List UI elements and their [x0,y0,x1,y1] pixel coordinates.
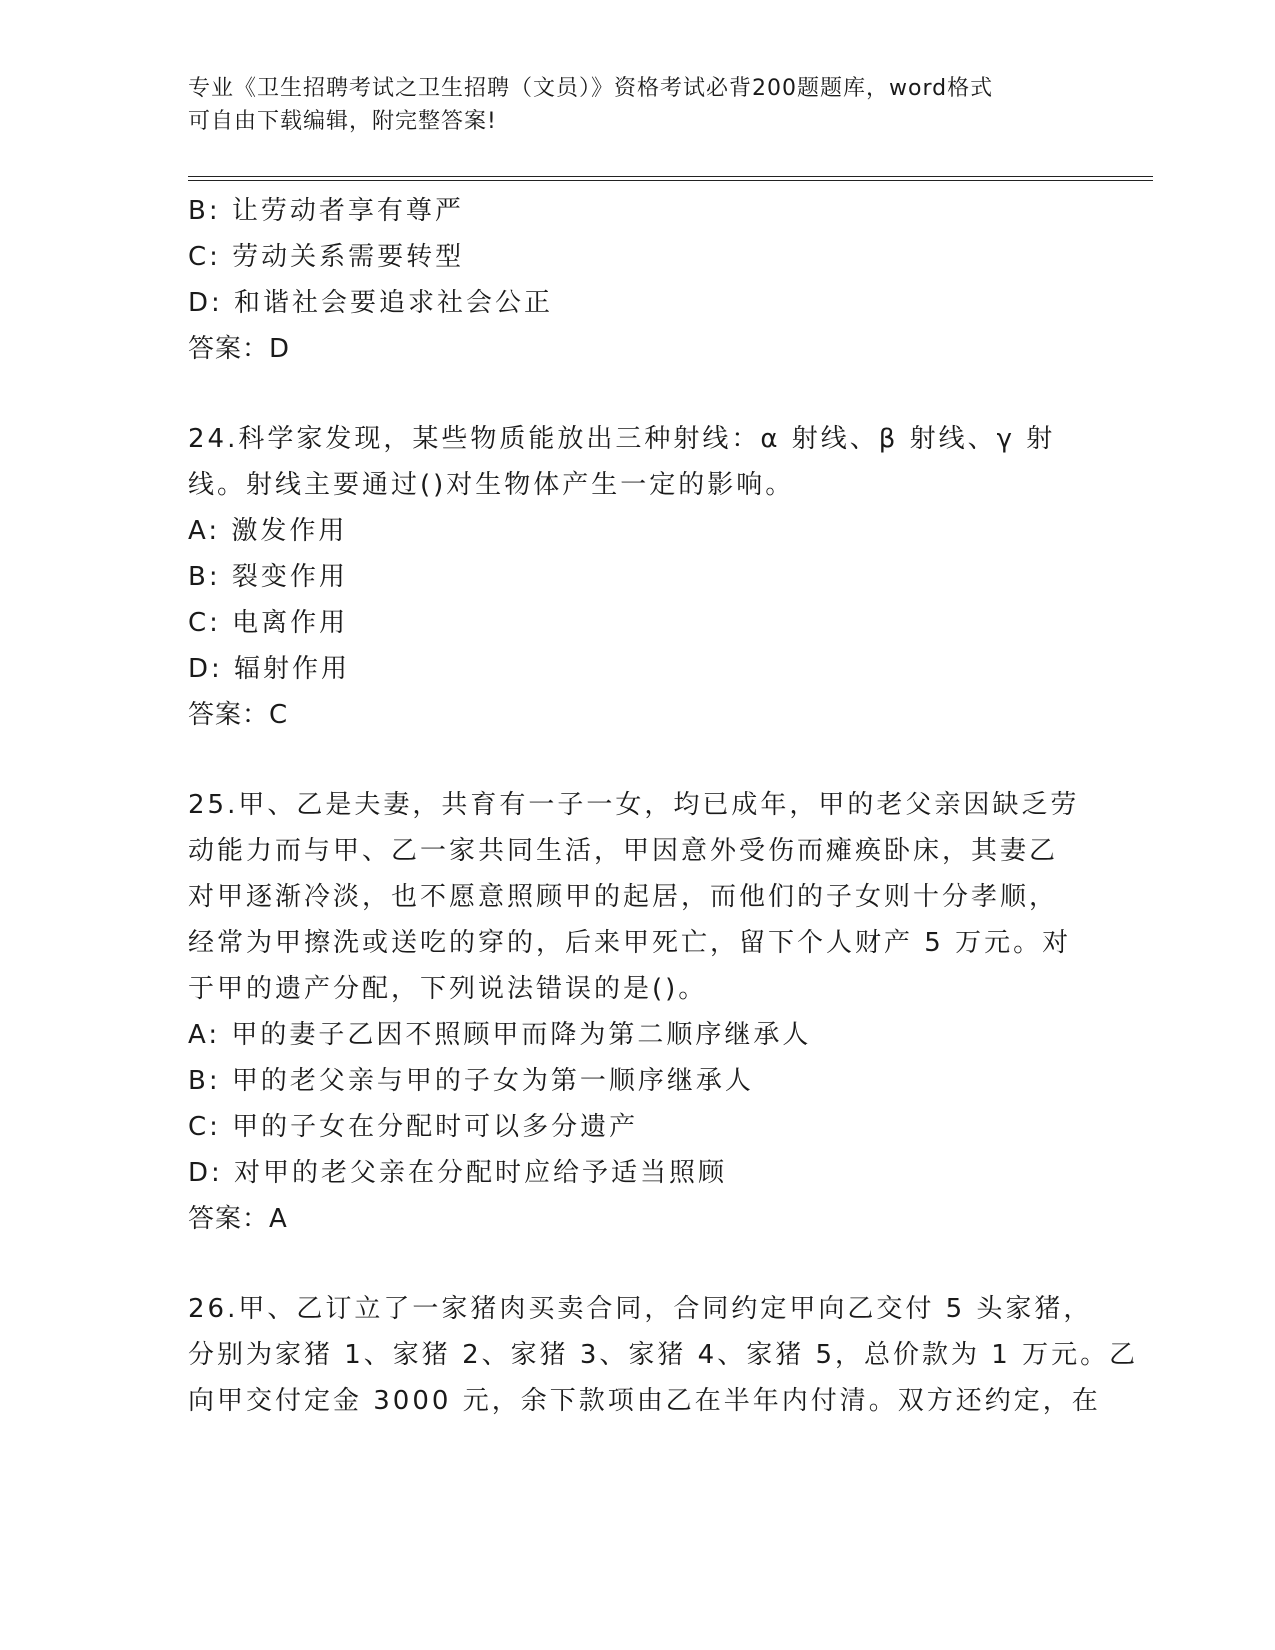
question-stem-line: 25.甲、乙是夫妻，共育有一子一女，均已成年，甲的老父亲因缺乏劳 [188,790,1080,820]
option-c: C: 劳动关系需要转型 [188,242,465,272]
question-list [188,188,1139,1424]
header-line-2: 可自由下载编辑，附完整答案! [188,109,497,134]
option-b: B: 让劳动者享有尊严 [188,196,464,226]
answer: 答案：D [188,334,291,364]
answer: 答案：C [188,700,289,730]
question-spacer [188,1242,1088,1286]
option-b: B: 甲的老父亲与甲的子女为第一顺序继承人 [188,1066,754,1096]
question-stem-line: 动能力而与甲、乙一家共同生活，甲因意外受伤而瘫痪卧床，其妻乙 [188,836,1059,866]
question-stem-line: 24.科学家发现，某些物质能放出三种射线：α 射线、β 射线、γ 射 [188,424,1056,454]
option-b: B: 裂变作用 [188,562,348,592]
document-header [188,72,1068,138]
option-a: A: 甲的妻子乙因不照顾甲而降为第二顺序继承人 [188,1020,812,1050]
question-stem-line: 26.甲、乙订立了一家猪肉买卖合同，合同约定甲向乙交付 5 头家猪， [188,1294,1093,1324]
option-d: D: 对甲的老父亲在分配时应给予适当照顾 [188,1158,728,1188]
question-stem-line: 分别为家猪 1、家猪 2、家猪 3、家猪 4、家猪 5，总价款为 1 万元。乙 [188,1340,1139,1370]
header-line-1: 专业《卫生招聘考试之卫生招聘（文员）》资格考试必背200题题库，word格式 [188,76,994,101]
question-spacer [188,738,1088,782]
option-c: C: 甲的子女在分配时可以多分遗产 [188,1112,639,1142]
option-d: D: 辐射作用 [188,654,351,684]
question-stem-line: 线。射线主要通过()对生物体产生一定的影响。 [188,470,795,500]
option-d: D: 和谐社会要追求社会公正 [188,288,554,318]
answer: 答案：A [188,1204,288,1234]
question-24 [188,416,1088,738]
option-c: C: 电离作用 [188,608,349,638]
question-stem-line: 对甲逐渐冷淡，也不愿意照顾甲的起居，而他们的子女则十分孝顺， [188,882,1059,912]
question-stem-line: 向甲交付定金 3000 元，余下款项由乙在半年内付清。双方还约定，在 [188,1386,1101,1416]
header-divider [188,176,1153,181]
question-stem-line: 经常为甲擦洗或送吃的穿的，后来甲死亡，留下个人财产 5 万元。对 [188,928,1072,958]
question-stem-line: 于甲的遗产分配，下列说法错误的是()。 [188,974,708,1004]
question-23 [188,188,1088,372]
question-spacer [188,372,1088,416]
question-25 [188,782,1088,1242]
question-26 [188,1286,1139,1424]
option-a: A: 激发作用 [188,516,348,546]
